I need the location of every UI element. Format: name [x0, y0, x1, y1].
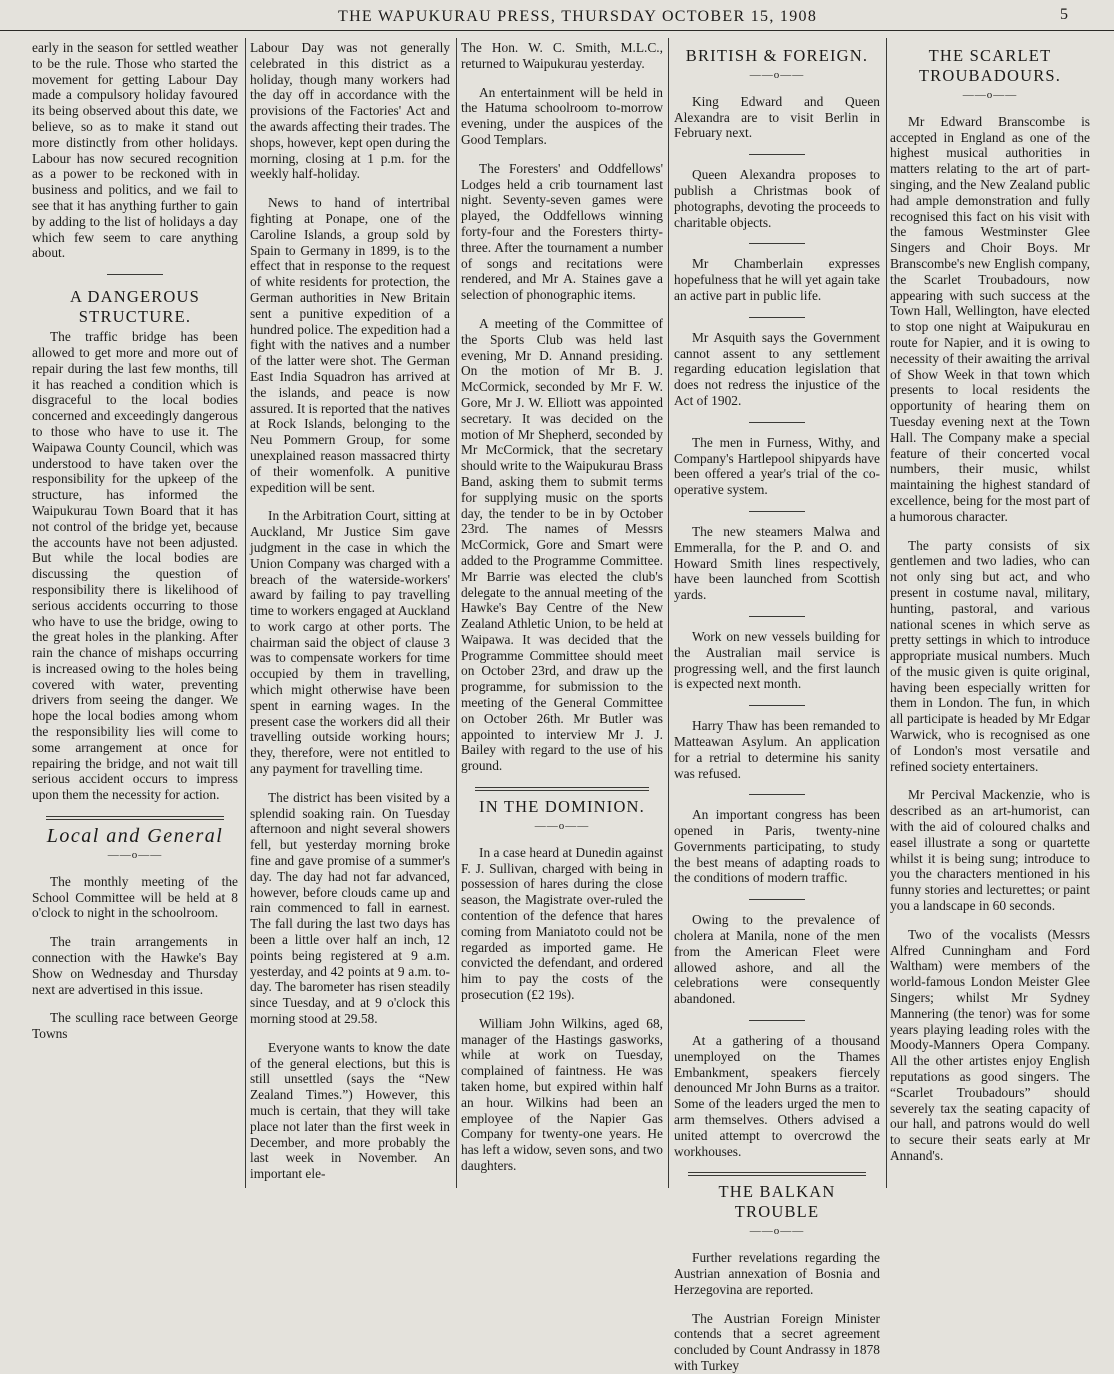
- section-heading: IN THE DOMINION.: [479, 797, 645, 817]
- article-paragraph: The monthly meeting of the School Committee will be held at 8 o'clock to night in the schoolroom.: [32, 873, 238, 921]
- item-separator: [749, 1020, 805, 1021]
- item-separator: [107, 274, 163, 275]
- item-separator: [749, 422, 805, 423]
- column-rule-3: [668, 38, 669, 1188]
- article-paragraph: Mr Asquith says the Government cannot assent to any settlement regarding education legislation that does not redress the injustice of the Act of 1902.: [674, 329, 880, 408]
- article-paragraph: The train arrangements in connection with the Hawke's Bay Show on Wednesday and Thursday next are advertised in this issue.: [32, 934, 238, 997]
- masthead-title: THE WAPUKURAU PRESS, THURSDAY OCTOBER 15, 1908: [338, 8, 818, 25]
- article-paragraph: The new steamers Malwa and Emmeralla, for the P. and O. and Howard Smith lines respectively, have been launched from Scottish yards.: [674, 523, 880, 603]
- column-rule-2: [456, 38, 457, 1188]
- section-heading: THE BALKAN TROUBLE: [718, 1182, 836, 1222]
- article-paragraph: A meeting of the Committee of the Sports Club was held last evening, Mr D. Annand presiding. On the motion of Mr B. J. McCormick, seconded by Mr F. W. Gore, Mr J. W. Elliott was appointed secretary. It was decided on the motion of Mr Shepherd, seconded by Mr McCormick, that the secretary should write to the Waipukurau Brass Band, asking them to submit terms for supplying music on the sports day, the tender to be in by October 23rd. The names of Messrs McCormick, Gore and Smart were added to the Programme Committee. Mr Barrie was elected the club's delegate to the annual meeting of the Hawke's Bay Centre of the New Zealand Athletic Union, to be held at Waipawa. It was decided that the Programme Committee should meet on October 23rd, and draw up the programme, for submission to the meeting of the General Committee on October 26th. Mr Butler was appointed to interview Mr J. J. Bailey with regard to the use of his ground.: [461, 315, 663, 774]
- article-paragraph: Harry Thaw has been remanded to Matteawan Asylum. An application for a retrial to determine his sanity was refused.: [674, 718, 880, 781]
- section-heading: Local and General: [46, 825, 224, 848]
- page-number: 5: [1060, 6, 1068, 23]
- column-3: [461, 40, 663, 1188]
- article-paragraph: The Hon. W. C. Smith, M.L.C., returned to Waipukurau yesterday.: [461, 40, 663, 71]
- section-heading: THE SCARLET TROUBADOURS.: [918, 46, 1062, 85]
- article-paragraph: Two of the vocalists (Messrs Alfred Cunningham and Ford Waltham) were members of the world-famous London Meister Glee Singers; whilst Mr Sydney Mannering (the tenor) was for some years playing leading roles with the Moody-Manners Opera Company. All the other artistes enjoy English reputations as good singers. The “Scarlet Troubadours” should severely tax the seating capacity of our hall, and patrons would do well to secure their seats early at Mr Annand's.: [890, 926, 1090, 1163]
- item-separator: [749, 511, 805, 512]
- article-paragraph: Everyone wants to know the date of the general elections, but this is still unsettled (says the “New Zealand Times.”) However, this much is certain, that they will take place not later than the first week in December, and more probably the last week in November. An important ele-: [250, 1039, 450, 1182]
- article-paragraph: In the Arbitration Court, sitting at Auckland, Mr Justice Sim gave judgment in the case in which the Union Company was charged with a breach of the waterside-workers' award by failing to pay travelling time to workers engaged at Auckland to work cargo at other ports. The chairman said the object of clause 3 was to compensate workers for time occupied by them in travelling, which might otherwise have been spent in earning wages. In the present case the workers did all their travelling outside working hours; they, therefore, were not entitled to any payment for travelling time.: [250, 508, 450, 777]
- article-paragraph: The party consists of six gentlemen and two ladies, who can not only sing but act, and who present in costume naval, military, hunting, pastoral, and various national scenes in which serve as pretty settings in which to introduce appropriate musical numbers. Much of the music given is quite original, having been especially written for them in London. The fun, in which all participate is headed by Mr Edgar Warwick, who is recognised as one of London's most versatile and refined society entertainers.: [890, 537, 1090, 774]
- article-paragraph: In a case heard at Dunedin against F. J. Sullivan, charged with being in possession of hares during the close season, the Magistrate over-ruled the contention of the defence that hares coming from Maniatoto could not be regarded as imported game. He convicted the defendant, and ordered him to pay the costs of the prosecution (£2 19s).: [461, 844, 663, 1003]
- item-separator: [749, 317, 805, 318]
- article-paragraph: Mr Chamberlain expresses hopefulness that he will yet again take an active part in public life.: [674, 256, 880, 303]
- heading-ornament: ——o——: [107, 849, 163, 862]
- section-heading: A DANGEROUS STRUCTURE.: [69, 287, 201, 327]
- item-separator: [749, 616, 805, 617]
- column-4: [674, 40, 880, 1374]
- double-rule: [46, 816, 224, 820]
- article-paragraph: At a gathering of a thousand unemployed on the Thames Embankment, speakers fiercely denounced Mr John Burns as a traitor. Some of the leaders urged the men to arm themselves. Others advised a united attempt to overcrowd the workhouses.: [674, 1033, 880, 1159]
- article-paragraph: William John Wilkins, aged 68, manager of the Hastings gasworks, while at work on Tuesday, complained of faintness. He was taken home, but expired within half an hour. Wilkins had been an employee of the Napier Gas Company for twenty-one years. He has left a widow, seven sons, and two daughters.: [461, 1015, 663, 1173]
- column-5: [890, 40, 1090, 1188]
- heading-ornament: ——o——: [749, 69, 805, 81]
- article-paragraph: The Austrian Foreign Minister contends that a secret agreement concluded by Count Andrassy in 1878 with Turkey: [674, 1310, 880, 1374]
- item-separator: [749, 794, 805, 795]
- article-paragraph: Mr Edward Branscombe is accepted in England as one of the highest musical authorities in matters relating to the art of part-singing, and the New Zealand public had ample demonstration and fully recognised this fact on his visit with the famous Westminster Glee Singers and Choir Boys. Mr Branscombe's new English company, the Scarlet Troubadours, now appearing with such success at the Town Hall, Wellington, have elected to stop one night at Waipukurau en route for Napier, and it is owing to necessity of their awaiting the arrival of Show Week in that town which presents to local residents the opportunity of hearing them on Tuesday evening next at the Town Hall. The Company make a special feature of their concerted vocal numbers, their music, whilst maintaining the highest standard of excellence, being for the most part of a humorous character.: [890, 113, 1090, 524]
- heading-ornament: ——o——: [962, 89, 1018, 101]
- column-rule-1: [245, 38, 246, 1188]
- section-heading: BRITISH & FOREIGN.: [685, 46, 869, 65]
- article-paragraph: King Edward and Queen Alexandra are to visit Berlin in February next.: [674, 93, 880, 141]
- masthead: [0, 2, 1114, 31]
- heading-ornament: ——o——: [534, 820, 590, 833]
- article-paragraph: Labour Day was not generally celebrated in this district as a holiday, though many workers had the day off in accordance with the provisions of the Factories' Act and the awards affecting their trades. The shops, however, kept open during the morning, closing at 1 p.m. for the weekly half-holiday.: [250, 40, 450, 182]
- article-paragraph: Mr Percival Mackenzie, who is described as an art-humorist, can with the aid of coloured chalks and easel illustrate a song or quartette whilst it is being sung; introduce to you the characters mentioned in his funny stories and lecturettes; or paint you a landscape in 60 seconds.: [890, 787, 1090, 914]
- article-paragraph: early in the season for settled weather to be the rule. Those who started the movement for getting Labour Day made a compulsory holiday favoured its being observed about this date, we believe, so as to make it stand out more distinctly from other holidays. Labour has now secured recognition as a power to be reckoned with in business and politics, and we fail to see that it has anything further to gain by adding to the list of holidays a day which few seem to care anything about.: [32, 40, 238, 261]
- article-paragraph: The district has been visited by a splendid soaking rain. On Tuesday afternoon and night several showers fell, but yesterday morning broke fine and gave promise of a summer's day. The day had not far advanced, however, before clouds came up and rain commenced to fall in earnest. The fall during the last two days has been a little over half an inch, 12 points being registered at 9 a.m. yesterday, and 42 points at 9 a.m. to-day. The barometer has risen steadily since Tuesday, and at 9 o'clock this morning stood at 29.58.: [250, 789, 450, 1027]
- article-paragraph: News to hand of intertribal fighting at Ponape, one of the Caroline Islands, a group sold by Spain to Germany in 1899, is to the effect that in response to the request of white residents for protection, the German authorities in New Britain sent a punitive expedition of a hundred police. The expedition had a fight with the natives and a number of the latter were shot. The German East India Squadron has arrived at the islands, and peace is now assured. It is reported that the natives at Rock Islands, belonging to the Neu Pommern Group, for some unexplained reason massacred thirty of their womenfolk. A punitive expedition will be sent.: [250, 195, 450, 495]
- article-paragraph: Work on new vessels building for the Australian mail service is progressing well, and the first launch is expected next month.: [674, 628, 880, 692]
- article-paragraph: The sculling race between George Towns: [32, 1010, 238, 1042]
- article-paragraph: Owing to the prevalence of cholera at Manila, none of the men from the American Fleet were allowed ashore, and all the celebrations were consequently abandoned.: [674, 912, 880, 1007]
- article-paragraph: An entertainment will be held in the Hatuma schoolroom to-morrow evening, under the auspices of the Good Templars.: [461, 84, 663, 147]
- item-separator: [749, 243, 805, 244]
- article-paragraph: The men in Furness, Withy, and Company's Hartlepool shipyards have been offered a year's trial of the co-operative system.: [674, 434, 880, 498]
- item-separator: [749, 899, 805, 900]
- double-rule: [475, 787, 649, 791]
- article-paragraph: Queen Alexandra proposes to publish a Christmas book of photographs, devoting the proceeds to charitable objects.: [674, 167, 880, 230]
- item-separator: [749, 705, 805, 706]
- article-paragraph: The Foresters' and Oddfellows' Lodges held a crib tournament last night. Seventy-seven games were played, the Oddfellows winning forty-four and the Foresters thirty-three. After the tournament a number of songs and recitations were rendered, and Mr A. Staines gave a selection of phonographic items.: [461, 160, 663, 303]
- item-separator: [749, 154, 805, 155]
- column-rule-4: [886, 38, 887, 1188]
- column-2: [250, 40, 450, 1188]
- article-paragraph: Further revelations regarding the Austrian annexation of Bosnia and Herzegovina are reported.: [674, 1250, 880, 1297]
- column-1: [32, 40, 238, 1188]
- article-paragraph: An important congress has been opened in Paris, twenty-nine Governments participating, to study the best means of adapting roads to the conditions of modern traffic.: [674, 807, 880, 886]
- article-paragraph: The traffic bridge has been allowed to get more and more out of repair during the last few months, till it has reached a condition which is disgraceful to the local bodies concerned and exceedingly dangerous to those who have to use it. The Waipawa County Council, which was understood to have taken over the responsibility for the upkeep of the structure, has informed the Waipukurau Town Board that it has not control of the bridge yet, because the accounts have not been adjusted. But while the local bodies are discussing the question of responsibility there is likelihood of serious accidents occurring to those who have to use the bridge, owing to the great holes in the planking. After rain the chance of mishaps occurring is increased owing to the holes being covered with water, preventing drivers from seeing the danger. We hope the local bodies among whom the responsibility lies will come to some arrangement at once for repairing the bridge, and not wait till serious accident occurs to impress upon them the necessity for action.: [32, 329, 238, 803]
- heading-ornament: ——o——: [749, 1225, 805, 1238]
- double-rule: [688, 1172, 866, 1176]
